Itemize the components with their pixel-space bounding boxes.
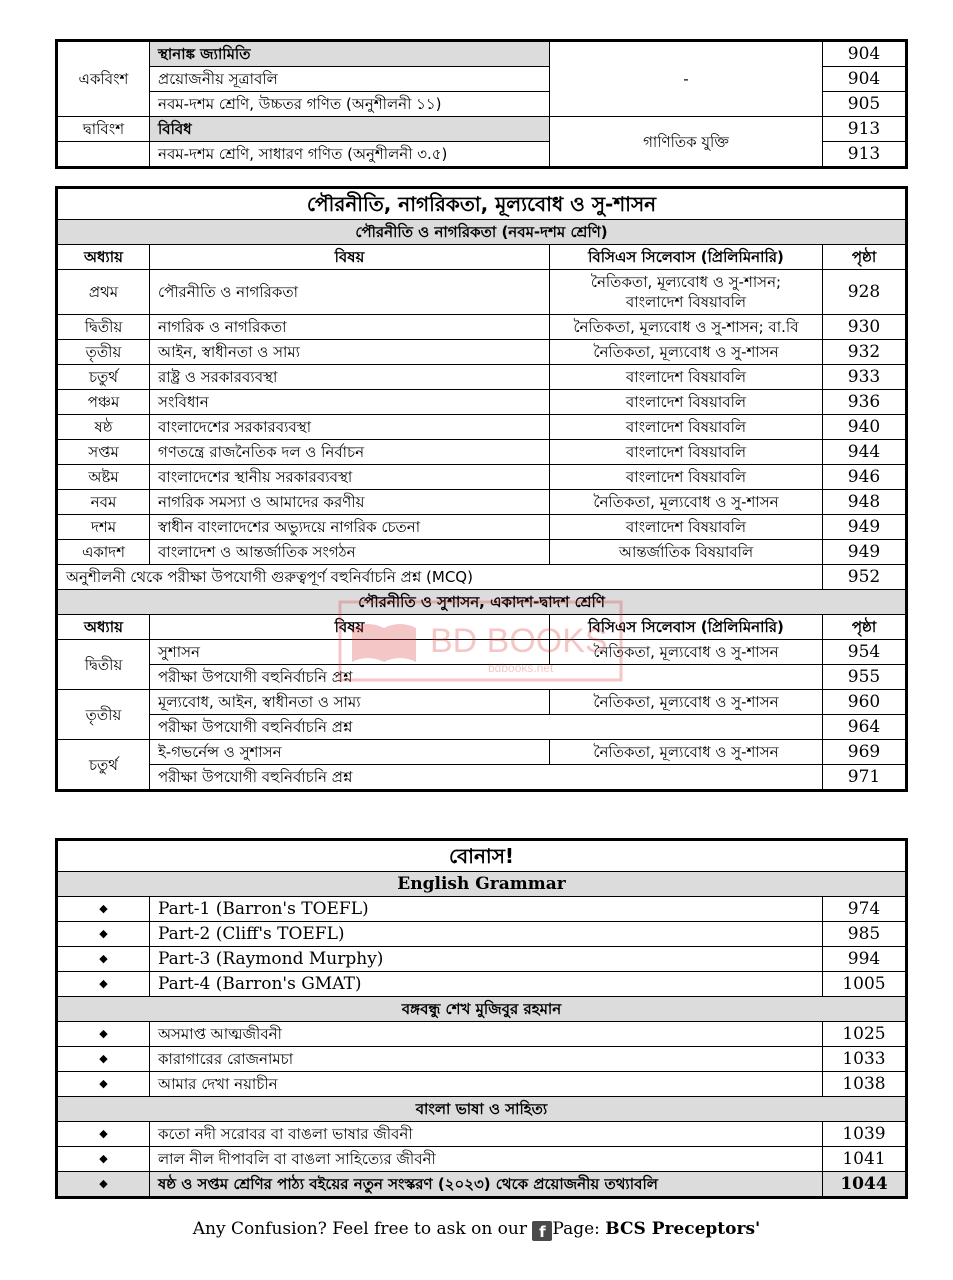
page-number: 930 bbox=[823, 315, 906, 340]
page-number: 913 bbox=[823, 142, 906, 167]
page-number: 946 bbox=[823, 465, 906, 490]
page-number: 1038 bbox=[823, 1072, 906, 1097]
chapter-cell: দ্বিতীয় bbox=[58, 315, 150, 340]
syllabus-cell: বাংলাদেশ বিষয়াবলি bbox=[550, 515, 823, 540]
subject-cell: গণতন্ত্রে রাজনৈতিক দল ও নির্বাচন bbox=[150, 440, 550, 465]
page-number: 994 bbox=[823, 947, 906, 972]
subsection-title: English Grammar bbox=[58, 872, 906, 897]
bonus-table bbox=[57, 840, 906, 1197]
header-page: পৃষ্ঠা bbox=[823, 615, 906, 640]
subsection-row bbox=[58, 590, 906, 615]
bullet-icon: ◆ bbox=[58, 922, 150, 947]
header-page: পৃষ্ঠা bbox=[823, 245, 906, 270]
page-number: 940 bbox=[823, 415, 906, 440]
subject-cell: মূল্যবোধ, আইন, স্বাধীনতা ও সাম্য bbox=[150, 690, 550, 715]
header-syllabus: বিসিএস সিলেবাস (প্রিলিমিনারি) bbox=[550, 615, 823, 640]
subject-cell: স্বাধীন বাংলাদেশের অভ্যুদয়ে নাগরিক চেতনা bbox=[150, 515, 550, 540]
page-number: 936 bbox=[823, 390, 906, 415]
chapter-cell: প্রথম bbox=[58, 270, 150, 315]
chapter-cell: একবিংশ bbox=[58, 42, 150, 117]
table-row bbox=[58, 365, 906, 390]
item-label: কারাগারের রোজনামচা bbox=[150, 1047, 823, 1072]
table-row bbox=[58, 1172, 906, 1197]
bullet-icon: ◆ bbox=[58, 1122, 150, 1147]
subject-cell: ই-গভর্নেন্স ও সুশাসন bbox=[150, 740, 550, 765]
chapter-cell-empty bbox=[58, 142, 150, 167]
list-item bbox=[58, 1122, 906, 1147]
civics-rows bbox=[58, 315, 906, 565]
item-label: আমার দেখা নয়াচীন bbox=[150, 1072, 823, 1097]
table-row bbox=[58, 117, 906, 142]
list-item bbox=[58, 1047, 906, 1072]
item-label: Part-4 (Barron's GMAT) bbox=[150, 972, 823, 997]
syllabus-cell: বাংলাদেশ বিষয়াবলি bbox=[550, 390, 823, 415]
syllabus-cell: গাণিতিক যুক্তি bbox=[550, 117, 823, 167]
chapter-cell: চতুর্থ bbox=[58, 365, 150, 390]
subject-cell: আইন, স্বাধীনতা ও সাম্য bbox=[150, 340, 550, 365]
page-number: 905 bbox=[823, 92, 906, 117]
list-item bbox=[58, 972, 906, 997]
subject-cell: নবম-দশম শ্রেণি, উচ্চতর গণিত (অনুশীলনী ১১) bbox=[150, 92, 550, 117]
page-number: 933 bbox=[823, 365, 906, 390]
header-row bbox=[58, 245, 906, 270]
subject-cell: নাগরিক সমস্যা ও আমাদের করণীয় bbox=[150, 490, 550, 515]
chapter-cell: সপ্তম bbox=[58, 440, 150, 465]
page-number: 904 bbox=[823, 67, 906, 92]
syllabus-cell: নৈতিকতা, মূল্যবোধ ও সু-শাসন; বা.বি bbox=[550, 315, 823, 340]
bonus-title: বোনাস! bbox=[58, 841, 906, 872]
mcq-label: পরীক্ষা উপযোগী বহুনির্বাচনি প্রশ্ন bbox=[150, 765, 823, 790]
mujib-rows bbox=[58, 1022, 906, 1097]
table-row bbox=[58, 465, 906, 490]
table-row bbox=[58, 540, 906, 565]
page-number: 985 bbox=[823, 922, 906, 947]
item-label: অসমাপ্ত আত্মজীবনী bbox=[150, 1022, 823, 1047]
chapter-cell: পঞ্চম bbox=[58, 390, 150, 415]
syllabus-cell: নৈতিকতা, মূল্যবোধ ও সু-শাসন bbox=[550, 740, 823, 765]
table-row bbox=[58, 440, 906, 465]
syllabus-line: বাংলাদেশ বিষয়াবলি bbox=[625, 293, 747, 311]
syllabus-cell: বাংলাদেশ বিষয়াবলি bbox=[550, 365, 823, 390]
syllabus-cell: বাংলাদেশ বিষয়াবলি bbox=[550, 465, 823, 490]
syllabus-cell: নৈতিকতা, মূল্যবোধ ও সু-শাসন bbox=[550, 690, 823, 715]
footer-page-label: Page: bbox=[552, 1219, 600, 1239]
syllabus-cell: বাংলাদেশ বিষয়াবলি bbox=[550, 415, 823, 440]
syllabus-cell: নৈতিকতা, মূল্যবোধ ও সু-শাসন bbox=[550, 340, 823, 365]
geometry-table bbox=[57, 41, 906, 167]
subsection-row bbox=[58, 997, 906, 1022]
footer bbox=[0, 1219, 953, 1241]
item-label: Part-3 (Raymond Murphy) bbox=[150, 947, 823, 972]
list-item bbox=[58, 1147, 906, 1172]
chapter-cell: তৃতীয় bbox=[58, 690, 150, 740]
page-number: 928 bbox=[823, 270, 906, 315]
mcq-label: পরীক্ষা উপযোগী বহুনির্বাচনি প্রশ্ন bbox=[150, 715, 823, 740]
subsection-title: বঙ্গবন্ধু শেখ মুজিবুর রহমান bbox=[58, 997, 906, 1022]
watermark-site: bdbooks.net bbox=[488, 661, 554, 675]
bullet-icon: ◆ bbox=[58, 1072, 150, 1097]
header-chapter: অধ্যায় bbox=[58, 615, 150, 640]
subsection-title: পৌরনীতি ও নাগরিকতা (নবম-দশম শ্রেণি) bbox=[58, 220, 906, 245]
item-label: Part-2 (Cliff's TOEFL) bbox=[150, 922, 823, 947]
syllabus-cell: নৈতিকতা, মূল্যবোধ ও সু-শাসন bbox=[550, 640, 823, 665]
mcq-row bbox=[58, 565, 906, 590]
subject-cell: পৌরনীতি ও নাগরিকতা bbox=[150, 270, 550, 315]
chapter-cell: ষষ্ঠ bbox=[58, 415, 150, 440]
bullet-icon: ◆ bbox=[58, 897, 150, 922]
table-row bbox=[58, 415, 906, 440]
header-syllabus: বিসিএস সিলেবাস (প্রিলিমিনারি) bbox=[550, 245, 823, 270]
table-row bbox=[58, 640, 906, 665]
list-item bbox=[58, 922, 906, 947]
footer-page-name: BCS Preceptors' bbox=[605, 1219, 761, 1239]
subject-cell: স্থানাঙ্ক জ্যামিতি bbox=[150, 42, 550, 67]
page-number: 904 bbox=[823, 42, 906, 67]
bullet-icon: ◆ bbox=[58, 972, 150, 997]
bullet-icon: ◆ bbox=[58, 1147, 150, 1172]
bangla-rows bbox=[58, 1122, 906, 1172]
footer-text: Any Confusion? Feel free to ask on our bbox=[192, 1219, 527, 1239]
chapter-cell: নবম bbox=[58, 490, 150, 515]
table-row bbox=[58, 740, 906, 765]
table-row bbox=[58, 270, 906, 315]
syllabus-line: নৈতিকতা, মূল্যবোধ ও সু-শাসন; bbox=[590, 273, 782, 291]
list-item bbox=[58, 897, 906, 922]
bullet-icon: ◆ bbox=[58, 1047, 150, 1072]
bullet-icon: ◆ bbox=[58, 1022, 150, 1047]
chapter-cell: তৃতীয় bbox=[58, 340, 150, 365]
subject-cell: নবম-দশম শ্রেণি, সাধারণ গণিত (অনুশীলনী ৩.৫) bbox=[150, 142, 550, 167]
chapter-cell: চতুর্থ bbox=[58, 740, 150, 790]
subject-cell: প্রয়োজনীয় সূত্রাবলি bbox=[150, 67, 550, 92]
chapter-cell: দ্বিতীয় bbox=[58, 640, 150, 690]
table-row bbox=[58, 715, 906, 740]
subsection-row bbox=[58, 1097, 906, 1122]
page-number: 913 bbox=[823, 117, 906, 142]
page-number: 1025 bbox=[823, 1022, 906, 1047]
header-subject: বিষয় bbox=[150, 615, 550, 640]
subject-cell: বিবিধ bbox=[150, 117, 550, 142]
page-number: 949 bbox=[823, 540, 906, 565]
table-row bbox=[58, 390, 906, 415]
subject-cell: নাগরিক ও নাগরিকতা bbox=[150, 315, 550, 340]
page-number: 1039 bbox=[823, 1122, 906, 1147]
chapter-cell: একাদশ bbox=[58, 540, 150, 565]
page-number: 964 bbox=[823, 715, 906, 740]
page-number: 952 bbox=[823, 565, 906, 590]
mcq-label: পরীক্ষা উপযোগী বহুনির্বাচনি প্রশ্ন bbox=[150, 665, 823, 690]
table-row bbox=[58, 690, 906, 715]
item-label: Part-1 (Barron's TOEFL) bbox=[150, 897, 823, 922]
page-number: 971 bbox=[823, 765, 906, 790]
syllabus-cell: বাংলাদেশ বিষয়াবলি bbox=[550, 440, 823, 465]
bullet-icon: ◆ bbox=[58, 947, 150, 972]
list-item bbox=[58, 1022, 906, 1047]
subject-cell: বাংলাদেশের সরকারব্যবস্থা bbox=[150, 415, 550, 440]
subsection-title: বাংলা ভাষা ও সাহিত্য bbox=[58, 1097, 906, 1122]
header-subject: বিষয় bbox=[150, 245, 550, 270]
section-title-row bbox=[58, 841, 906, 872]
civics2-rows bbox=[58, 640, 906, 790]
syllabus-cell: নৈতিকতা, মূল্যবোধ ও সু-শাসন bbox=[550, 490, 823, 515]
subject-cell: বাংলাদেশের স্থানীয় সরকারব্যবস্থা bbox=[150, 465, 550, 490]
page-number: 974 bbox=[823, 897, 906, 922]
page-number: 949 bbox=[823, 515, 906, 540]
mcq-label: অনুশীলনী থেকে পরীক্ষা উপযোগী গুরুত্বপূর্ণ বহুনির্বাচনি প্রশ্ন (MCQ) bbox=[58, 565, 823, 590]
subject-cell: বাংলাদেশ ও আন্তর্জাতিক সংগঠন bbox=[150, 540, 550, 565]
page-number: 954 bbox=[823, 640, 906, 665]
header-row bbox=[58, 615, 906, 640]
facebook-icon: f bbox=[532, 1221, 552, 1241]
english-rows bbox=[58, 897, 906, 997]
chapter-cell: দ্বাবিংশ bbox=[58, 117, 150, 142]
table-row bbox=[58, 490, 906, 515]
page-number: 1033 bbox=[823, 1047, 906, 1072]
table-row bbox=[58, 340, 906, 365]
chapter-cell: দশম bbox=[58, 515, 150, 540]
table-row bbox=[58, 515, 906, 540]
table-row bbox=[58, 665, 906, 690]
section-title: পৌরনীতি, নাগরিকতা, মূল্যবোধ ও সু-শাসন bbox=[58, 189, 906, 220]
bullet-icon: ◆ bbox=[58, 1172, 150, 1197]
page-number: 932 bbox=[823, 340, 906, 365]
subject-cell: সংবিধান bbox=[150, 390, 550, 415]
page-number: 1044 bbox=[823, 1172, 906, 1197]
item-label: লাল নীল দীপাবলি বা বাঙলা সাহিত্যের জীবনী bbox=[150, 1147, 823, 1172]
subsection-row bbox=[58, 220, 906, 245]
subsection-title: পৌরনীতি ও সুশাসন, একাদশ-দ্বাদশ শ্রেণি bbox=[58, 590, 906, 615]
page-number: 960 bbox=[823, 690, 906, 715]
header-chapter: অধ্যায় bbox=[58, 245, 150, 270]
syllabus-cell: আন্তর্জাতিক বিষয়াবলি bbox=[550, 540, 823, 565]
syllabus-cell: - bbox=[550, 42, 823, 117]
table-row bbox=[58, 315, 906, 340]
watermark-brand: BD BOOKS bbox=[430, 622, 608, 660]
item-label: ষষ্ঠ ও সপ্তম শ্রেণির পাঠ্য বইয়ের নতুন সংস্করণ (২০২৩) থেকে প্রয়োজনীয় তথ্যাবলি bbox=[150, 1172, 823, 1197]
list-item bbox=[58, 1072, 906, 1097]
table-row bbox=[58, 42, 906, 67]
page-number: 955 bbox=[823, 665, 906, 690]
page-number: 1005 bbox=[823, 972, 906, 997]
syllabus-cell bbox=[550, 270, 823, 315]
page-number: 948 bbox=[823, 490, 906, 515]
civics-table bbox=[57, 188, 906, 790]
section-title-row bbox=[58, 189, 906, 220]
subject-cell: সুশাসন bbox=[150, 640, 550, 665]
list-item bbox=[58, 947, 906, 972]
table-row bbox=[58, 765, 906, 790]
subject-cell: রাষ্ট্র ও সরকারব্যবস্থা bbox=[150, 365, 550, 390]
item-label: কতো নদী সরোবর বা বাঙলা ভাষার জীবনী bbox=[150, 1122, 823, 1147]
subsection-row bbox=[58, 872, 906, 897]
page-number: 1041 bbox=[823, 1147, 906, 1172]
page-number: 969 bbox=[823, 740, 906, 765]
page-number: 944 bbox=[823, 440, 906, 465]
chapter-cell: অষ্টম bbox=[58, 465, 150, 490]
